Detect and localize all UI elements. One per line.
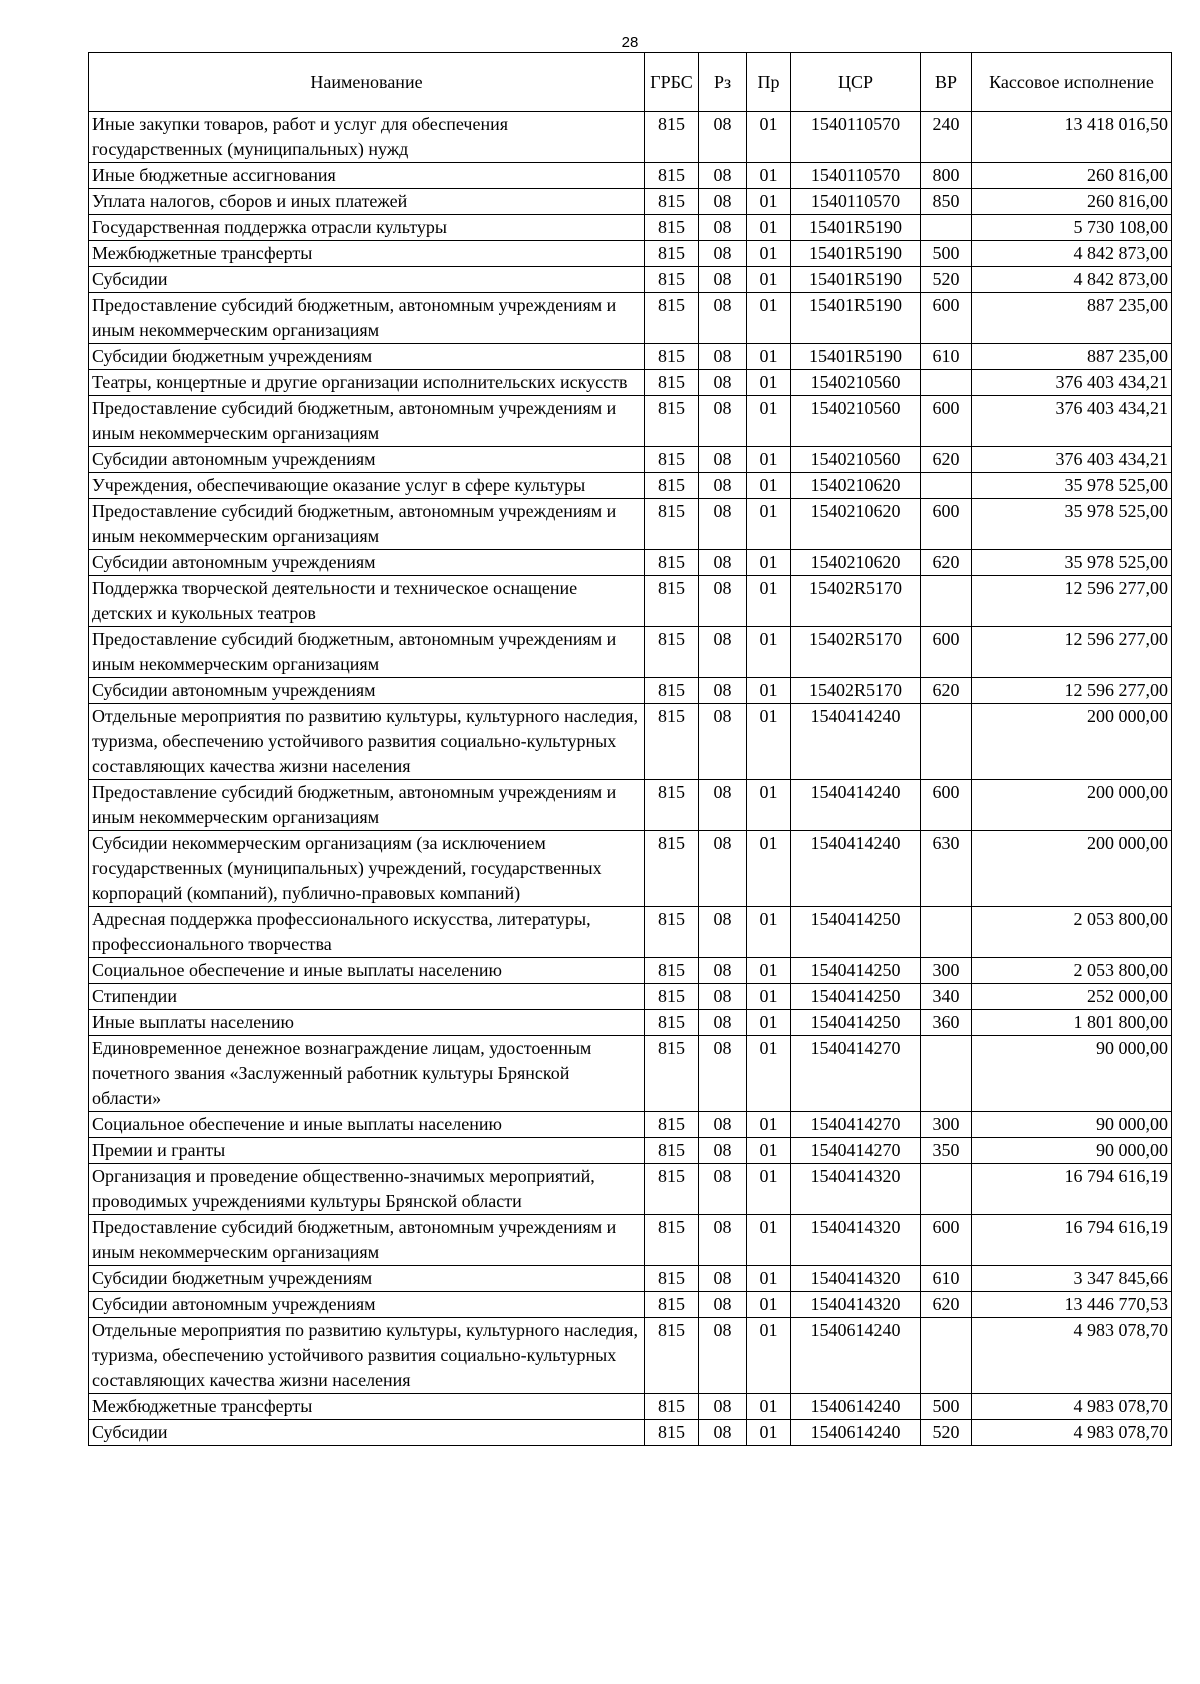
table-row <box>89 627 1172 678</box>
row-amount: 90 000,00 <box>972 1036 1172 1112</box>
row-vr: 500 <box>921 1394 972 1420</box>
row-name: Предоставление субсидий бюджетным, автономным учреждениям и иным некоммерческим организациям <box>89 396 645 447</box>
row-grbs: 815 <box>645 189 699 215</box>
table-row <box>89 1010 1172 1036</box>
row-amount: 12 596 277,00 <box>972 678 1172 704</box>
row-csr: 1540414320 <box>791 1215 921 1266</box>
row-amount: 260 816,00 <box>972 163 1172 189</box>
row-vr <box>921 1036 972 1112</box>
row-name: Уплата налогов, сборов и иных платежей <box>89 189 645 215</box>
row-grbs: 815 <box>645 550 699 576</box>
row-csr: 1540110570 <box>791 163 921 189</box>
row-amount: 35 978 525,00 <box>972 499 1172 550</box>
row-pr: 01 <box>747 704 791 780</box>
table-row <box>89 473 1172 499</box>
row-csr: 1540414240 <box>791 704 921 780</box>
row-grbs: 815 <box>645 1112 699 1138</box>
row-pr: 01 <box>747 831 791 907</box>
row-name: Социальное обеспечение и иные выплаты населению <box>89 958 645 984</box>
row-pr: 01 <box>747 1215 791 1266</box>
row-pr: 01 <box>747 780 791 831</box>
row-csr: 15402R5170 <box>791 678 921 704</box>
row-name: Учреждения, обеспечивающие оказание услуг в сфере культуры <box>89 473 645 499</box>
row-grbs: 815 <box>645 1164 699 1215</box>
row-name: Предоставление субсидий бюджетным, автономным учреждениям и иным некоммерческим организациям <box>89 780 645 831</box>
row-name: Субсидии <box>89 267 645 293</box>
row-rz: 08 <box>699 215 747 241</box>
row-amount: 200 000,00 <box>972 704 1172 780</box>
row-vr: 850 <box>921 189 972 215</box>
row-rz: 08 <box>699 473 747 499</box>
table-row <box>89 907 1172 958</box>
row-name: Отдельные мероприятия по развитию культуры, культурного наследия, туризма, обеспечению устойчивого развития социально-культурных составляющих качества жизни населения <box>89 1318 645 1394</box>
row-pr: 01 <box>747 550 791 576</box>
row-pr: 01 <box>747 1138 791 1164</box>
row-pr: 01 <box>747 112 791 163</box>
row-pr: 01 <box>747 473 791 499</box>
row-pr: 01 <box>747 984 791 1010</box>
row-name: Государственная поддержка отрасли культуры <box>89 215 645 241</box>
row-rz: 08 <box>699 267 747 293</box>
row-rz: 08 <box>699 1394 747 1420</box>
row-rz: 08 <box>699 984 747 1010</box>
row-name: Предоставление субсидий бюджетным, автономным учреждениям и иным некоммерческим организациям <box>89 499 645 550</box>
row-pr: 01 <box>747 907 791 958</box>
row-amount: 4 983 078,70 <box>972 1394 1172 1420</box>
row-rz: 08 <box>699 1112 747 1138</box>
table-row <box>89 576 1172 627</box>
row-csr: 1540414320 <box>791 1266 921 1292</box>
row-rz: 08 <box>699 1266 747 1292</box>
row-csr: 1540414240 <box>791 831 921 907</box>
row-pr: 01 <box>747 627 791 678</box>
row-vr: 350 <box>921 1138 972 1164</box>
row-grbs: 815 <box>645 215 699 241</box>
row-pr: 01 <box>747 293 791 344</box>
row-rz: 08 <box>699 1292 747 1318</box>
table-row <box>89 189 1172 215</box>
row-pr: 01 <box>747 576 791 627</box>
row-amount: 376 403 434,21 <box>972 370 1172 396</box>
row-vr: 340 <box>921 984 972 1010</box>
row-rz: 08 <box>699 370 747 396</box>
table-header-row <box>89 53 1172 112</box>
row-amount: 12 596 277,00 <box>972 627 1172 678</box>
row-vr: 620 <box>921 550 972 576</box>
row-amount: 1 801 800,00 <box>972 1010 1172 1036</box>
row-rz: 08 <box>699 704 747 780</box>
row-amount: 35 978 525,00 <box>972 550 1172 576</box>
table-row <box>89 1266 1172 1292</box>
row-csr: 15401R5190 <box>791 267 921 293</box>
row-pr: 01 <box>747 215 791 241</box>
row-grbs: 815 <box>645 958 699 984</box>
row-name: Субсидии бюджетным учреждениям <box>89 1266 645 1292</box>
row-vr: 600 <box>921 499 972 550</box>
row-rz: 08 <box>699 678 747 704</box>
row-amount: 3 347 845,66 <box>972 1266 1172 1292</box>
row-csr: 1540414250 <box>791 984 921 1010</box>
table-row <box>89 678 1172 704</box>
table-row <box>89 370 1172 396</box>
row-name: Субсидии автономным учреждениям <box>89 678 645 704</box>
table-row <box>89 1164 1172 1215</box>
table-row <box>89 396 1172 447</box>
row-grbs: 815 <box>645 267 699 293</box>
row-grbs: 815 <box>645 1138 699 1164</box>
row-csr: 1540210620 <box>791 499 921 550</box>
table-row <box>89 1112 1172 1138</box>
row-vr <box>921 473 972 499</box>
row-csr: 1540614240 <box>791 1420 921 1446</box>
row-rz: 08 <box>699 958 747 984</box>
row-amount: 887 235,00 <box>972 344 1172 370</box>
table-row <box>89 1318 1172 1394</box>
row-rz: 08 <box>699 1010 747 1036</box>
row-pr: 01 <box>747 370 791 396</box>
row-pr: 01 <box>747 1420 791 1446</box>
row-amount: 376 403 434,21 <box>972 447 1172 473</box>
row-vr: 240 <box>921 112 972 163</box>
row-rz: 08 <box>699 1036 747 1112</box>
row-rz: 08 <box>699 1420 747 1446</box>
row-vr: 300 <box>921 958 972 984</box>
row-name: Межбюджетные трансферты <box>89 241 645 267</box>
row-grbs: 815 <box>645 1266 699 1292</box>
row-csr: 1540414270 <box>791 1036 921 1112</box>
row-csr: 1540614240 <box>791 1318 921 1394</box>
row-pr: 01 <box>747 1112 791 1138</box>
row-name: Субсидии некоммерческим организациям (за исключением государственных (муниципальных) учреждений, государственных корпораций (компаний), публично-правовых компаний) <box>89 831 645 907</box>
row-rz: 08 <box>699 499 747 550</box>
table-row <box>89 241 1172 267</box>
row-grbs: 815 <box>645 907 699 958</box>
row-amount: 2 053 800,00 <box>972 907 1172 958</box>
row-amount: 90 000,00 <box>972 1112 1172 1138</box>
row-amount: 4 983 078,70 <box>972 1420 1172 1446</box>
row-rz: 08 <box>699 241 747 267</box>
row-csr: 1540210620 <box>791 473 921 499</box>
row-name: Предоставление субсидий бюджетным, автономным учреждениям и иным некоммерческим организациям <box>89 627 645 678</box>
row-amount: 35 978 525,00 <box>972 473 1172 499</box>
budget-execution-table <box>88 52 1172 1446</box>
row-csr: 1540414240 <box>791 780 921 831</box>
row-vr: 520 <box>921 1420 972 1446</box>
row-csr: 1540414320 <box>791 1164 921 1215</box>
row-name: Поддержка творческой деятельности и техническое оснащение детских и кукольных театров <box>89 576 645 627</box>
row-rz: 08 <box>699 550 747 576</box>
row-csr: 1540210620 <box>791 550 921 576</box>
row-name: Субсидии бюджетным учреждениям <box>89 344 645 370</box>
table-row <box>89 163 1172 189</box>
row-grbs: 815 <box>645 1215 699 1266</box>
row-grbs: 815 <box>645 627 699 678</box>
row-csr: 15401R5190 <box>791 293 921 344</box>
table-row <box>89 958 1172 984</box>
row-rz: 08 <box>699 576 747 627</box>
row-name: Субсидии автономным учреждениям <box>89 1292 645 1318</box>
row-name: Отдельные мероприятия по развитию культуры, культурного наследия, туризма, обеспечению устойчивого развития социально-культурных составляющих качества жизни населения <box>89 704 645 780</box>
row-grbs: 815 <box>645 241 699 267</box>
row-name: Иные выплаты населению <box>89 1010 645 1036</box>
row-csr: 15402R5170 <box>791 576 921 627</box>
row-pr: 01 <box>747 1394 791 1420</box>
table-row <box>89 1215 1172 1266</box>
row-vr: 600 <box>921 780 972 831</box>
row-amount: 13 446 770,53 <box>972 1292 1172 1318</box>
row-amount: 376 403 434,21 <box>972 396 1172 447</box>
row-amount: 200 000,00 <box>972 780 1172 831</box>
row-grbs: 815 <box>645 1292 699 1318</box>
row-name: Субсидии автономным учреждениям <box>89 447 645 473</box>
header-pr: Пр <box>747 53 791 112</box>
row-vr: 600 <box>921 1215 972 1266</box>
row-rz: 08 <box>699 293 747 344</box>
row-vr: 620 <box>921 678 972 704</box>
table-row <box>89 704 1172 780</box>
row-amount: 12 596 277,00 <box>972 576 1172 627</box>
table-row <box>89 499 1172 550</box>
row-grbs: 815 <box>645 984 699 1010</box>
row-grbs: 815 <box>645 163 699 189</box>
table-row <box>89 1420 1172 1446</box>
table-row <box>89 984 1172 1010</box>
header-csr: ЦСР <box>791 53 921 112</box>
table-row <box>89 780 1172 831</box>
row-csr: 1540414270 <box>791 1138 921 1164</box>
row-grbs: 815 <box>645 112 699 163</box>
row-vr: 610 <box>921 1266 972 1292</box>
row-vr: 600 <box>921 293 972 344</box>
row-rz: 08 <box>699 447 747 473</box>
row-amount: 4 842 873,00 <box>972 241 1172 267</box>
table-row <box>89 1138 1172 1164</box>
row-rz: 08 <box>699 396 747 447</box>
row-vr: 500 <box>921 241 972 267</box>
row-amount: 4 983 078,70 <box>972 1318 1172 1394</box>
row-name: Предоставление субсидий бюджетным, автономным учреждениям и иным некоммерческим организациям <box>89 1215 645 1266</box>
row-grbs: 815 <box>645 370 699 396</box>
row-rz: 08 <box>699 1164 747 1215</box>
page-number: 28 <box>621 34 639 51</box>
row-pr: 01 <box>747 958 791 984</box>
row-rz: 08 <box>699 1138 747 1164</box>
row-rz: 08 <box>699 831 747 907</box>
row-grbs: 815 <box>645 447 699 473</box>
row-grbs: 815 <box>645 576 699 627</box>
row-rz: 08 <box>699 112 747 163</box>
header-amount: Кассовое исполнение <box>972 53 1172 112</box>
row-amount: 252 000,00 <box>972 984 1172 1010</box>
header-rz: Рз <box>699 53 747 112</box>
row-amount: 90 000,00 <box>972 1138 1172 1164</box>
row-pr: 01 <box>747 678 791 704</box>
row-vr: 300 <box>921 1112 972 1138</box>
row-name: Премии и гранты <box>89 1138 645 1164</box>
row-pr: 01 <box>747 267 791 293</box>
row-pr: 01 <box>747 189 791 215</box>
row-grbs: 815 <box>645 1394 699 1420</box>
row-name: Стипендии <box>89 984 645 1010</box>
row-vr <box>921 1164 972 1215</box>
table-body <box>89 112 1172 1446</box>
row-rz: 08 <box>699 780 747 831</box>
row-name: Межбюджетные трансферты <box>89 1394 645 1420</box>
table-row <box>89 1394 1172 1420</box>
row-grbs: 815 <box>645 499 699 550</box>
row-grbs: 815 <box>645 396 699 447</box>
table-row <box>89 293 1172 344</box>
row-name: Предоставление субсидий бюджетным, автономным учреждениям и иным некоммерческим организациям <box>89 293 645 344</box>
row-rz: 08 <box>699 627 747 678</box>
table-row <box>89 112 1172 163</box>
row-grbs: 815 <box>645 831 699 907</box>
row-name: Организация и проведение общественно-значимых мероприятий, проводимых учреждениями культуры Брянской области <box>89 1164 645 1215</box>
row-amount: 13 418 016,50 <box>972 112 1172 163</box>
row-csr: 15401R5190 <box>791 344 921 370</box>
row-name: Единовременное денежное вознаграждение лицам, удостоенным почетного звания «Заслуженный работник культуры Брянской области» <box>89 1036 645 1112</box>
row-vr: 610 <box>921 344 972 370</box>
row-name: Субсидии <box>89 1420 645 1446</box>
row-rz: 08 <box>699 344 747 370</box>
row-amount: 200 000,00 <box>972 831 1172 907</box>
row-name: Иные закупки товаров, работ и услуг для обеспечения государственных (муниципальных) нужд <box>89 112 645 163</box>
row-vr: 360 <box>921 1010 972 1036</box>
row-vr: 600 <box>921 396 972 447</box>
row-amount: 887 235,00 <box>972 293 1172 344</box>
row-pr: 01 <box>747 1266 791 1292</box>
row-pr: 01 <box>747 499 791 550</box>
row-pr: 01 <box>747 163 791 189</box>
row-rz: 08 <box>699 1318 747 1394</box>
row-grbs: 815 <box>645 780 699 831</box>
row-csr: 1540414250 <box>791 958 921 984</box>
row-rz: 08 <box>699 189 747 215</box>
row-name: Театры, концертные и другие организации исполнительских искусств <box>89 370 645 396</box>
row-csr: 1540210560 <box>791 447 921 473</box>
table-row <box>89 447 1172 473</box>
row-pr: 01 <box>747 344 791 370</box>
row-vr <box>921 1318 972 1394</box>
table-row <box>89 1036 1172 1112</box>
row-pr: 01 <box>747 1318 791 1394</box>
row-amount: 4 842 873,00 <box>972 267 1172 293</box>
row-csr: 1540414250 <box>791 907 921 958</box>
row-rz: 08 <box>699 1215 747 1266</box>
row-pr: 01 <box>747 241 791 267</box>
row-vr: 630 <box>921 831 972 907</box>
row-pr: 01 <box>747 1292 791 1318</box>
row-csr: 1540614240 <box>791 1394 921 1420</box>
row-csr: 15401R5190 <box>791 241 921 267</box>
row-csr: 1540414270 <box>791 1112 921 1138</box>
row-csr: 1540110570 <box>791 189 921 215</box>
row-name: Субсидии автономным учреждениям <box>89 550 645 576</box>
table-row <box>89 1292 1172 1318</box>
row-csr: 15401R5190 <box>791 215 921 241</box>
header-grbs: ГРБС <box>645 53 699 112</box>
table-row <box>89 215 1172 241</box>
row-csr: 1540414250 <box>791 1010 921 1036</box>
header-name: Наименование <box>89 53 645 112</box>
row-rz: 08 <box>699 163 747 189</box>
row-vr: 800 <box>921 163 972 189</box>
row-name: Иные бюджетные ассигнования <box>89 163 645 189</box>
header-vr: ВР <box>921 53 972 112</box>
row-grbs: 815 <box>645 1036 699 1112</box>
row-vr: 600 <box>921 627 972 678</box>
table-row <box>89 550 1172 576</box>
row-pr: 01 <box>747 447 791 473</box>
row-pr: 01 <box>747 1010 791 1036</box>
row-vr <box>921 215 972 241</box>
table-row <box>89 267 1172 293</box>
row-amount: 5 730 108,00 <box>972 215 1172 241</box>
row-grbs: 815 <box>645 1318 699 1394</box>
table-row <box>89 344 1172 370</box>
row-pr: 01 <box>747 396 791 447</box>
row-grbs: 815 <box>645 704 699 780</box>
row-csr: 1540414320 <box>791 1292 921 1318</box>
row-vr <box>921 907 972 958</box>
row-vr: 620 <box>921 1292 972 1318</box>
row-amount: 2 053 800,00 <box>972 958 1172 984</box>
row-csr: 1540110570 <box>791 112 921 163</box>
row-vr <box>921 576 972 627</box>
row-vr: 520 <box>921 267 972 293</box>
row-rz: 08 <box>699 907 747 958</box>
row-grbs: 815 <box>645 1420 699 1446</box>
row-name: Адресная поддержка профессионального искусства, литературы, профессионального творчества <box>89 907 645 958</box>
row-vr: 620 <box>921 447 972 473</box>
row-amount: 16 794 616,19 <box>972 1215 1172 1266</box>
table-row <box>89 831 1172 907</box>
row-grbs: 815 <box>645 344 699 370</box>
row-grbs: 815 <box>645 678 699 704</box>
row-amount: 260 816,00 <box>972 189 1172 215</box>
row-grbs: 815 <box>645 1010 699 1036</box>
row-name: Социальное обеспечение и иные выплаты населению <box>89 1112 645 1138</box>
row-vr <box>921 370 972 396</box>
row-pr: 01 <box>747 1164 791 1215</box>
row-csr: 15402R5170 <box>791 627 921 678</box>
row-vr <box>921 704 972 780</box>
row-pr: 01 <box>747 1036 791 1112</box>
row-amount: 16 794 616,19 <box>972 1164 1172 1215</box>
row-csr: 1540210560 <box>791 370 921 396</box>
row-grbs: 815 <box>645 473 699 499</box>
row-grbs: 815 <box>645 293 699 344</box>
row-csr: 1540210560 <box>791 396 921 447</box>
